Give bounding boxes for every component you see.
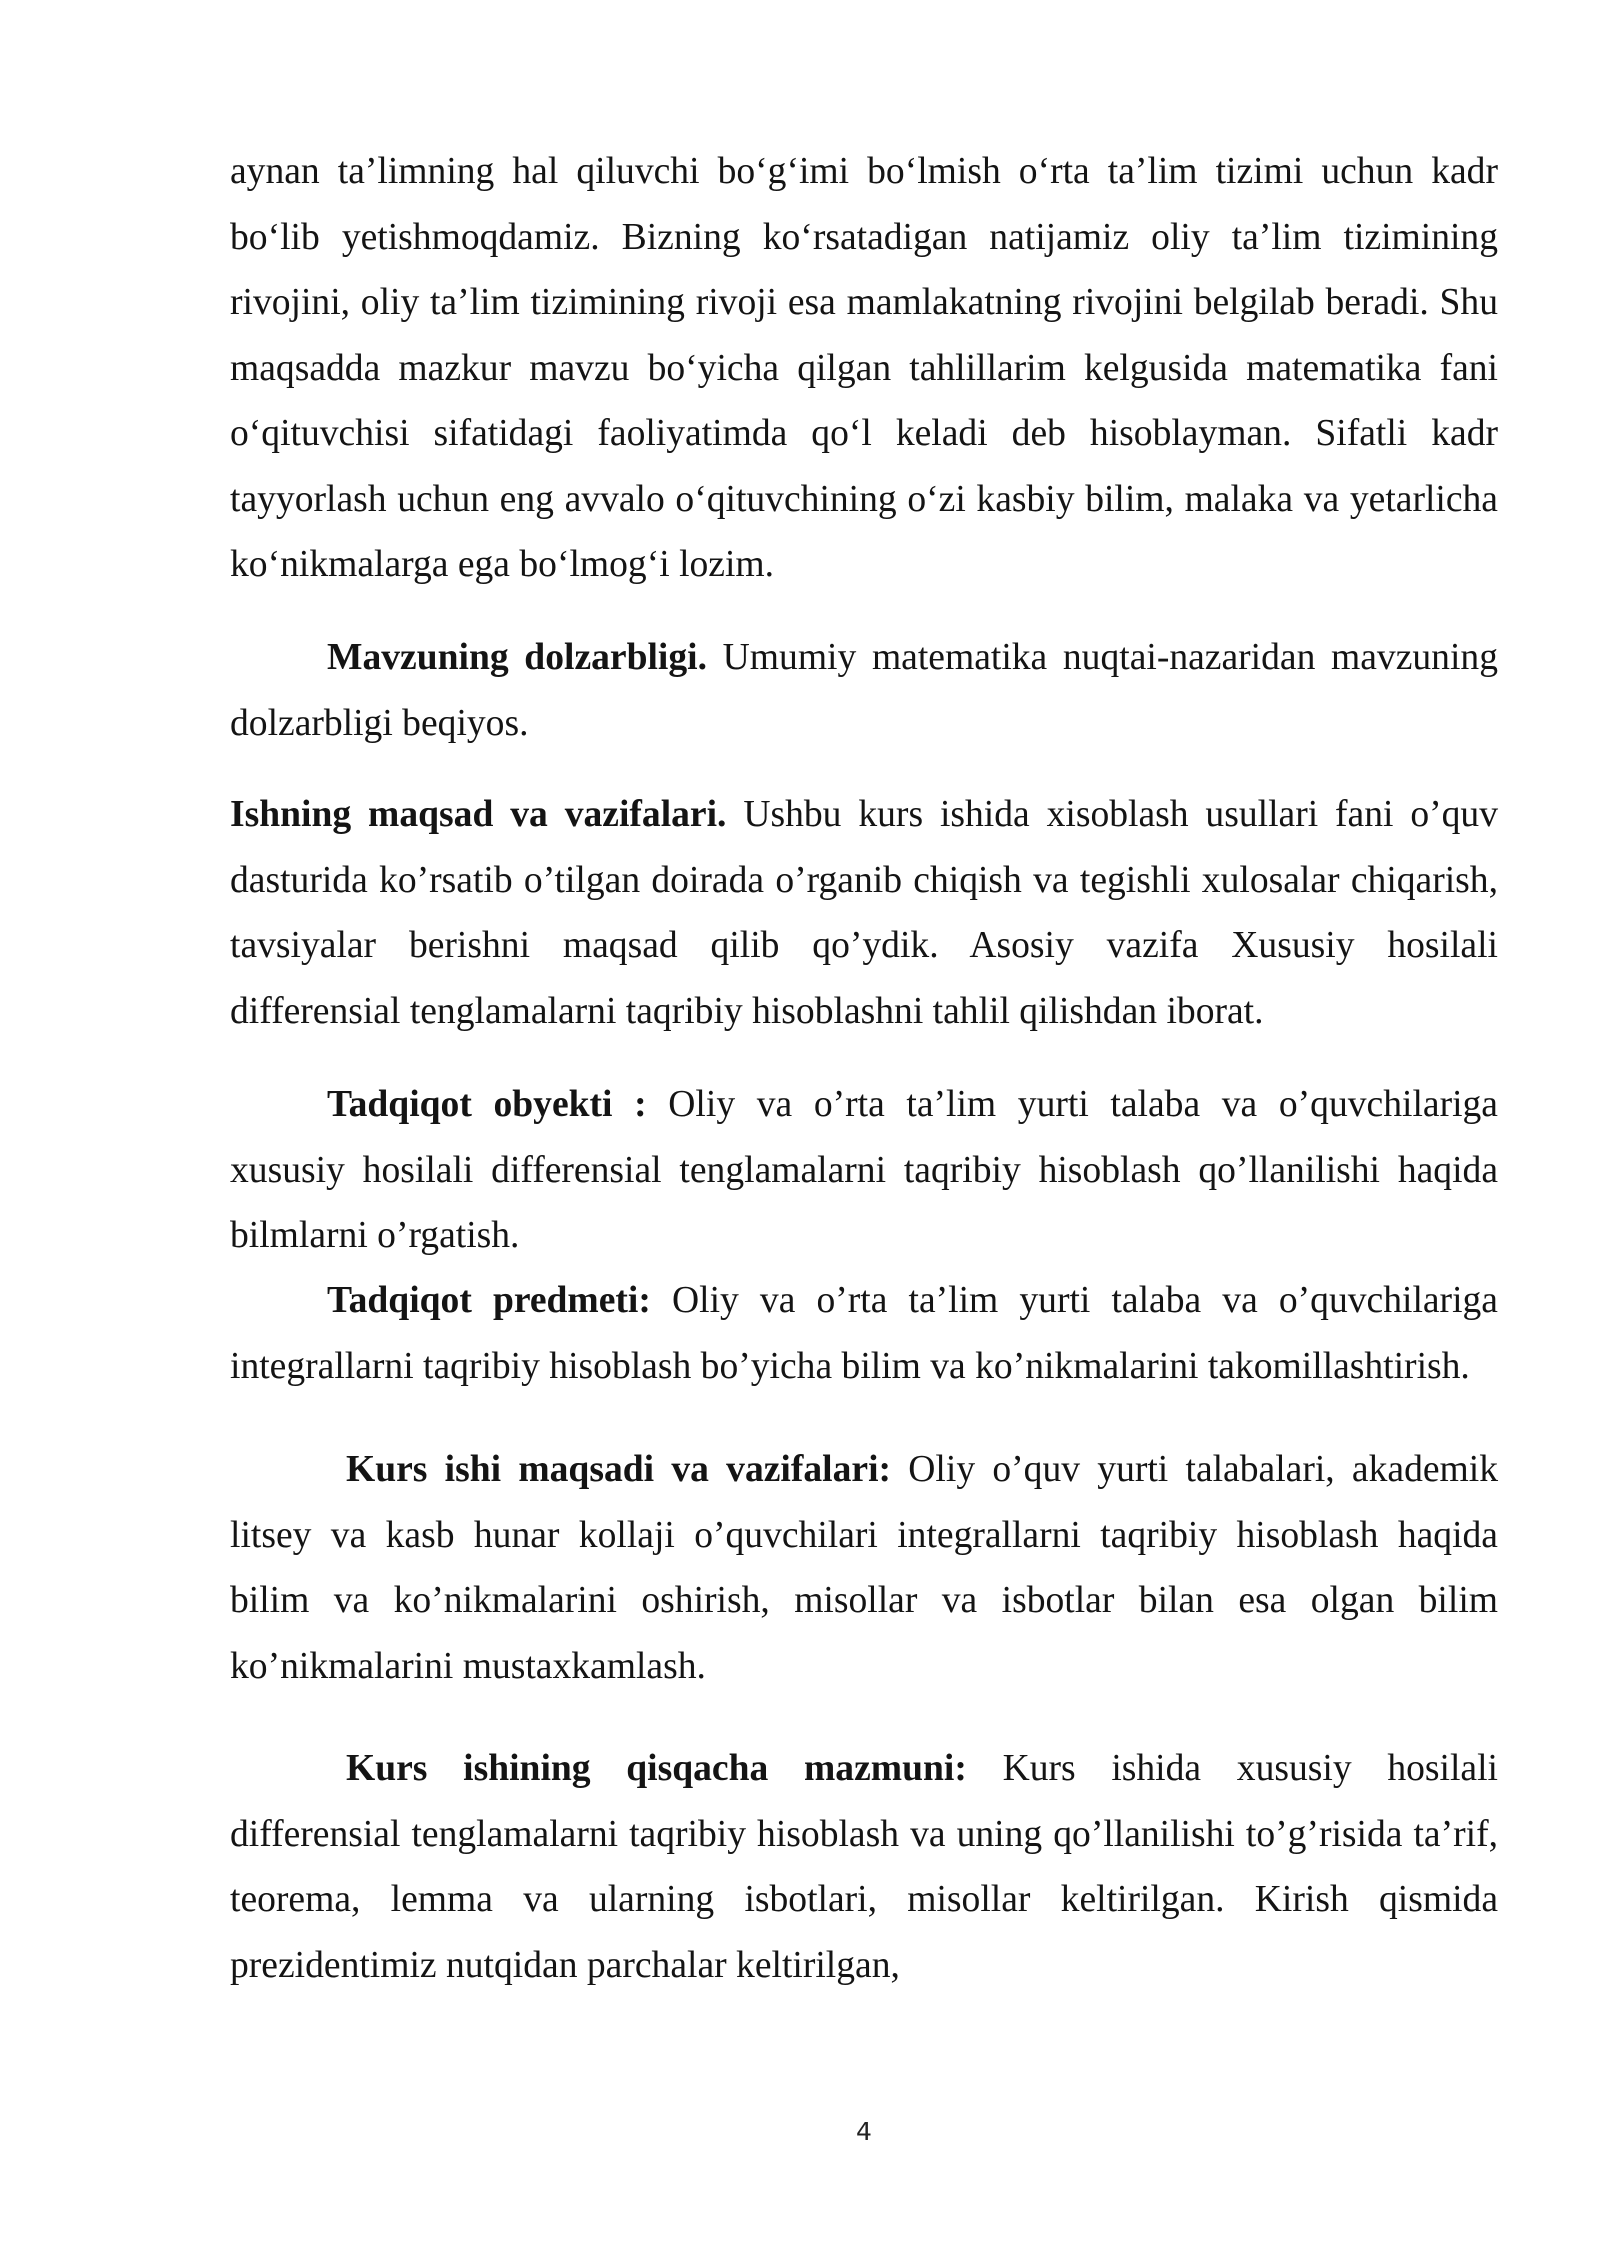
text-line: differensial tenglamalarni taqribiy hisoblashni tahlil qilishdan iborat. [230, 990, 1264, 1032]
text-line: dolzarbligi beqiyos. [230, 702, 529, 744]
paragraph-intro [230, 139, 1498, 598]
text-line: tavsiyalar berishni maqsad qilib qo’ydik. Asosiy vazifa Xususiy hosilali [230, 925, 1498, 966]
paragraph-heading: Mavzuning dolzarbligi. [327, 637, 707, 678]
text-line: integrallarni taqribiy hisoblash bo’yicha bilim va ko’nikmalarini takomillashtirish. [230, 1345, 1470, 1387]
text-run: Oliy va o’rta ta’lim yurti talaba va o’quvchilariga [672, 1280, 1498, 1321]
paragraph-coursework-summary [230, 1736, 1498, 1998]
text-line: maqsadda mazkur mavzu bo‘yicha qilgan tahlillarim kelgusida matematika fani [230, 347, 1498, 389]
paragraph-research-object [230, 1072, 1498, 1269]
text-line: xususiy hosilali differensial tenglamalarni taqribiy hisoblash qo’llanilishi haqida [230, 1149, 1498, 1191]
text-line: rivojini, oliy ta’lim tizimining rivoji esa mamlakatning rivojini belgilab beradi. Shu [230, 282, 1498, 323]
text-line [230, 625, 1498, 691]
text-run: Kurs ishida xususiy hosilali [1002, 1748, 1498, 1789]
text-line: ko’nikmalarini mustaxkamlash. [230, 1645, 706, 1687]
text-run: Ushbu kurs ishida xisoblash usullari fani o’quv [743, 794, 1499, 835]
text-run: Oliy o’quv yurti talabalari, akademik [908, 1449, 1498, 1490]
text-run: Oliy va o’rta ta’lim yurti talaba va o’quvchilariga [668, 1084, 1498, 1125]
text-line: dasturida ko’rsatib o’tilgan doirada o’rganib chiqish va tegishli xulosalar chiqarish, [230, 859, 1498, 901]
text-line: aynan ta’limning hal qiluvchi bo‘g‘imi bo‘lmish o‘rta ta’lim tizimi uchun kadr [230, 151, 1498, 192]
paragraph-heading: Tadqiqot obyekti : [327, 1084, 647, 1125]
page-number: 4 [856, 2117, 872, 2146]
paragraph-heading: Kurs ishining qisqacha mazmuni: [346, 1748, 967, 1789]
text-line: bilim va ko’nikmalarini oshirish, misollar va isbotlar bilan esa olgan bilim [230, 1580, 1498, 1621]
text-line: o‘qituvchisi sifatidagi faoliyatimda qo‘l keladi deb hisoblayman. Sifatli kadr [230, 413, 1498, 454]
paragraph-heading: Tadqiqot predmeti: [327, 1280, 651, 1321]
text-line [230, 1736, 1498, 1802]
paragraph-heading: Kurs ishi maqsadi va vazifalari: [346, 1449, 892, 1490]
text-line [230, 1268, 1498, 1334]
text-line [230, 1437, 1498, 1503]
text-line: ko‘nikmalarga ega bo‘lmog‘i lozim. [230, 544, 775, 585]
paragraph-coursework-goals [230, 1437, 1498, 1699]
text-line [230, 1072, 1498, 1138]
text-line: tayyorlash uchun eng avvalo o‘qituvchining o‘zi kasbiy bilim, malaka va yetarlicha [230, 478, 1498, 520]
paragraph-heading: Ishning maqsad va vazifalari. [230, 794, 727, 835]
paragraph-relevance [230, 625, 1498, 756]
text-line: teorema, lemma va ularning isbotlari, misollar keltirilgan. Kirish qismida [230, 1879, 1498, 1920]
text-run: Umumiy matematika nuqtai-nazaridan mavzuning [722, 637, 1498, 678]
text-line [230, 782, 1498, 848]
text-line: litsey va kasb hunar kollaji o’quvchilari integrallarni taqribiy hisoblash haqida [230, 1514, 1498, 1556]
text-line: differensial tenglamalarni taqribiy hisoblash va uning qo’llanilishi to’g’risida ta’rif, [230, 1813, 1498, 1855]
text-line: prezidentimiz nutqidan parchalar keltirilgan, [230, 1944, 900, 1986]
paragraph-goals [230, 782, 1498, 1044]
paragraph-research-subject [230, 1268, 1498, 1399]
text-line: bo‘lib yetishmoqdamiz. Bizning ko‘rsatadigan natijamiz oliy ta’lim tizimining [230, 216, 1498, 258]
text-line: bilmlarni o’rgatish. [230, 1215, 520, 1256]
